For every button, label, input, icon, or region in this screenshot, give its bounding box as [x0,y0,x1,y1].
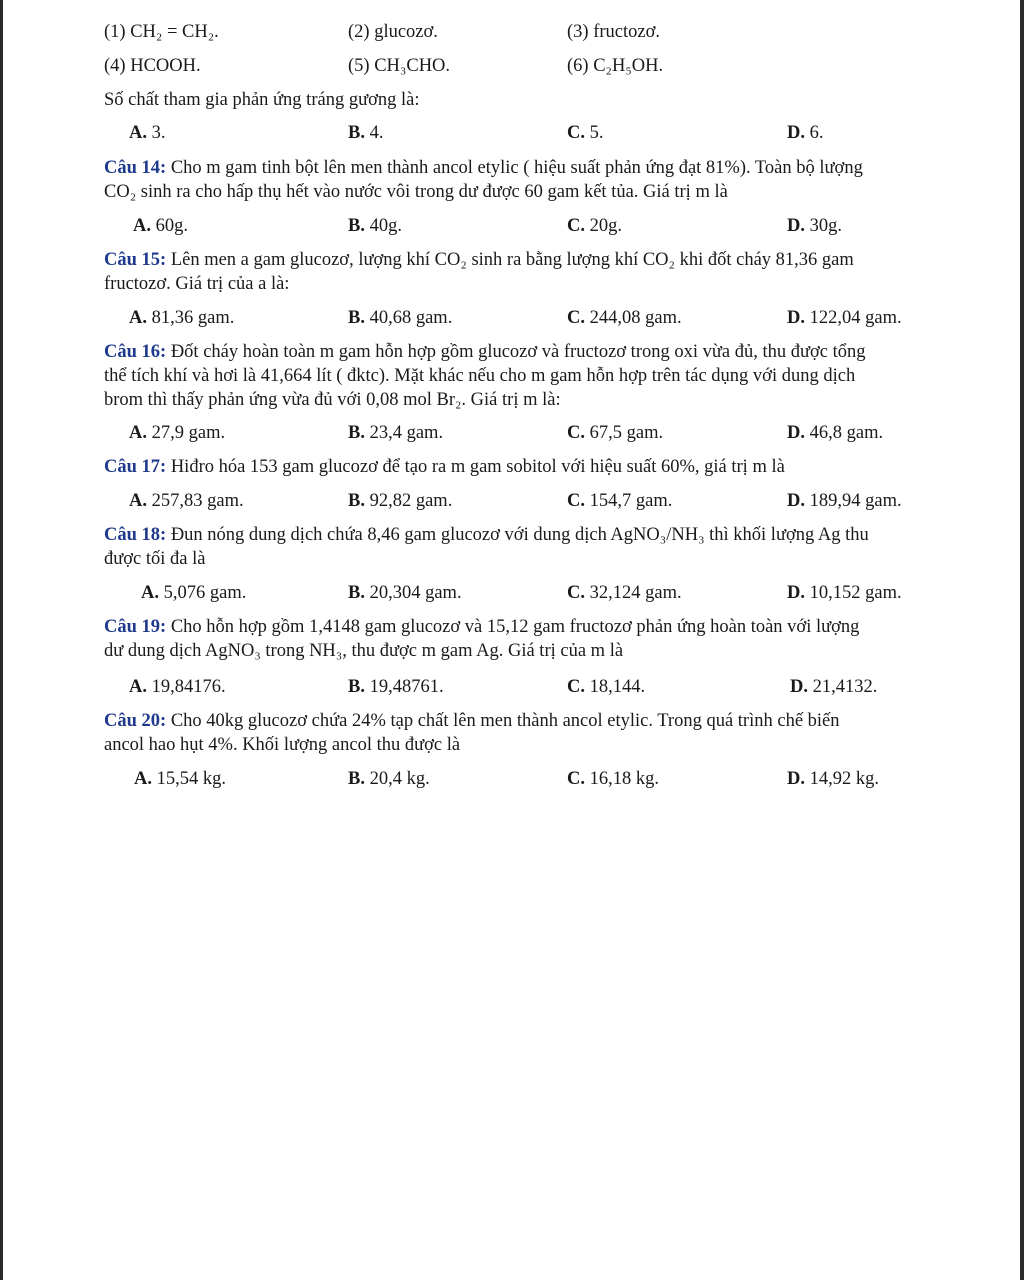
option-a[interactable]: A. 15,54 kg. [134,769,226,789]
question-20: Câu 20: Cho 40kg glucozơ chứa 24% tạp chất lên men thành ancol etylic. Trong quá trình chế biến ancol hao hụt 4%. Khối lượng ancol thu được là [104,711,840,755]
compound-item: (6) C₂H₅OH. [567,56,664,76]
compound-row-1 [0,20,1024,44]
question-19: Câu 19: Cho hỗn hợp gồm 1,4148 gam glucozơ và 15,12 gam fructozơ phản ứng hoàn toàn với lượng dư dung dịch AgNO₃ trong NH₃, thu được m gam Ag. Giá trị của m là [104,617,860,661]
option-b[interactable]: B. 20,304 gam. [348,583,462,603]
question-label: Câu 15: [104,250,167,270]
option-b[interactable]: B. 4. [348,123,384,143]
compound-item: (4) HCOOH. [104,56,201,76]
question-17-options [0,489,1024,513]
question-16-options [0,421,1024,445]
option-b[interactable]: B. 40g. [348,216,402,236]
option-d[interactable]: D. 46,8 gam. [787,423,884,443]
question-label: Câu 17: [104,457,167,477]
option-a[interactable]: A. 81,36 gam. [129,308,235,328]
option-a[interactable]: A. 3. [129,123,166,143]
option-b[interactable]: B. 92,82 gam. [348,491,453,511]
question-13-prompt: Số chất tham gia phản ứng tráng gương là: [104,90,420,110]
question-label: Câu 19: [104,617,167,637]
compound-item: (2) glucozơ. [348,22,438,42]
option-a[interactable]: A. 19,84176. [129,677,226,697]
option-c[interactable]: C. 154,7 gam. [567,491,673,511]
compound-item: (1) CH₂ = CH₂. [104,22,219,42]
option-d[interactable]: D. 30g. [787,216,842,236]
option-b[interactable]: B. 40,68 gam. [348,308,453,328]
question-17: Câu 17: Hiđro hóa 153 gam glucozơ để tạo ra m gam sobitol với hiệu suất 60%, giá trị m là [104,457,785,477]
option-d[interactable]: D. 21,4132. [790,677,878,697]
question-label: Câu 16: [104,342,167,362]
question-13-options [0,121,1024,145]
question-19-options [0,675,1024,699]
option-d[interactable]: D. 189,94 gam. [787,491,902,511]
compound-item: (5) CH₃CHO. [348,56,451,76]
question-label: Câu 18: [104,525,167,545]
compound-item: (3) fructozơ. [567,22,660,42]
question-15: Câu 15: Lên men a gam glucozơ, lượng khí CO₂ sinh ra bằng lượng khí CO₂ khi đốt cháy 81,36 gam fructozơ. Giá trị của a là: [104,250,854,294]
question-14: Câu 14: Cho m gam tinh bột lên men thành ancol etylic ( hiệu suất phản ứng đạt 81%). Toàn bộ lượng CO₂ sinh ra cho hấp thụ hết vào nước vôi trong dư được 60 gam kết tủa. Giá trị m là [104,158,863,202]
option-b[interactable]: B. 20,4 kg. [348,769,430,789]
question-20-options [0,767,1024,791]
question-label: Câu 20: [104,711,167,731]
option-d[interactable]: D. 14,92 kg. [787,769,879,789]
question-15-options [0,306,1024,330]
question-18-options [0,581,1024,605]
option-c[interactable]: C. 18,144. [567,677,646,697]
question-16: Câu 16: Đốt cháy hoàn toàn m gam hỗn hợp gồm glucozơ và fructozơ trong oxi vừa đủ, thu được tổng thể tích khí và hơi là 41,664 lít ( đktc). Mặt khác nếu cho m gam hỗn hợp trên tác dụng với dung dịch brom thì thấy phản ứng vừa đủ với 0,08 mol Br₂. Giá trị m là: [104,342,866,410]
option-a[interactable]: A. 5,076 gam. [141,583,247,603]
question-18: Câu 18: Đun nóng dung dịch chứa 8,46 gam glucozơ với dung dịch AgNO₃/NH₃ thì khối lượng Ag thu được tối đa là [104,525,869,569]
compound-row-2 [0,54,1024,78]
question-14-options [0,214,1024,238]
option-c[interactable]: C. 16,18 kg. [567,769,659,789]
option-d[interactable]: D. 6. [787,123,824,143]
option-d[interactable]: D. 122,04 gam. [787,308,902,328]
option-c[interactable]: C. 32,124 gam. [567,583,682,603]
option-c[interactable]: C. 20g. [567,216,622,236]
option-c[interactable]: C. 5. [567,123,604,143]
option-c[interactable]: C. 67,5 gam. [567,423,664,443]
option-c[interactable]: C. 244,08 gam. [567,308,682,328]
option-a[interactable]: A. 60g. [133,216,188,236]
question-label: Câu 14: [104,158,167,178]
option-d[interactable]: D. 10,152 gam. [787,583,902,603]
option-a[interactable]: A. 27,9 gam. [129,423,226,443]
option-b[interactable]: B. 23,4 gam. [348,423,444,443]
option-a[interactable]: A. 257,83 gam. [129,491,244,511]
option-b[interactable]: B. 19,48761. [348,677,444,697]
